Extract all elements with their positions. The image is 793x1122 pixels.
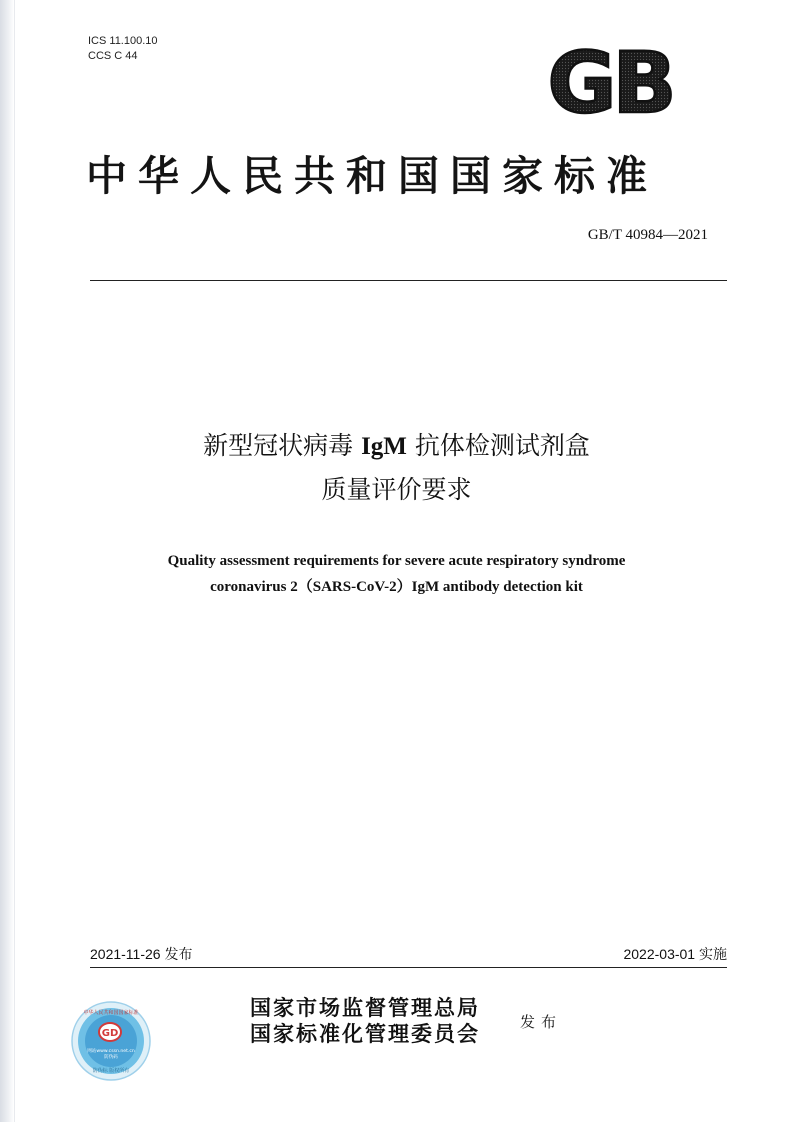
issuing-authorities	[250, 995, 480, 1047]
english-title-line2: coronavirus 2（SARS-CoV-2）IgM antibody detection kit	[210, 579, 583, 595]
publish-date: 2021-11-26 发布	[90, 946, 193, 962]
classification-codes	[88, 34, 158, 64]
ccs-code: CCS C 44	[88, 50, 138, 62]
anti-counterfeit-stamp	[70, 1000, 152, 1082]
national-standard-title: 中华人民共和国国家标准	[86, 152, 658, 200]
chinese-title-line1	[0, 424, 793, 468]
svg-text:网站www.cssn.net.cn: 网站www.cssn.net.cn	[87, 1049, 135, 1054]
ics-code: ICS 11.100.10	[88, 35, 158, 47]
svg-text:中华人民共和国国家标准: 中华人民共和国国家标准	[83, 1010, 139, 1016]
footer-rule	[90, 967, 727, 968]
implement-date: 2022-03-01 实施	[623, 946, 727, 962]
issuer-samr: 国家市场监督管理总局	[250, 995, 480, 1020]
standard-number: GB/T 40984—2021	[587, 227, 708, 243]
issuer-sac: 国家标准化管理委员会	[250, 1021, 480, 1046]
chinese-title-line2: 质量评价要求	[321, 475, 472, 504]
svg-text:GD: GD	[101, 1028, 119, 1039]
chinese-title	[0, 424, 793, 511]
chinese-title-igm: IgM	[361, 433, 407, 460]
english-title	[0, 548, 793, 600]
gb-logo	[531, 46, 689, 118]
dates-row	[90, 944, 727, 966]
svg-text:GB: GB	[547, 46, 673, 118]
svg-text:防伪码: 防伪码	[104, 1055, 118, 1060]
issue-label: 发布	[520, 1013, 563, 1031]
english-title-line1: Quality assessment requirements for severe acute respiratory syndrome	[167, 553, 626, 569]
header-rule	[90, 280, 727, 281]
chinese-title-part1: 新型冠状病毒	[203, 431, 362, 460]
svg-text:防伪标 版权所有: 防伪标 版权所有	[92, 1068, 130, 1074]
chinese-title-part2: 抗体检测试剂盒	[406, 431, 590, 460]
